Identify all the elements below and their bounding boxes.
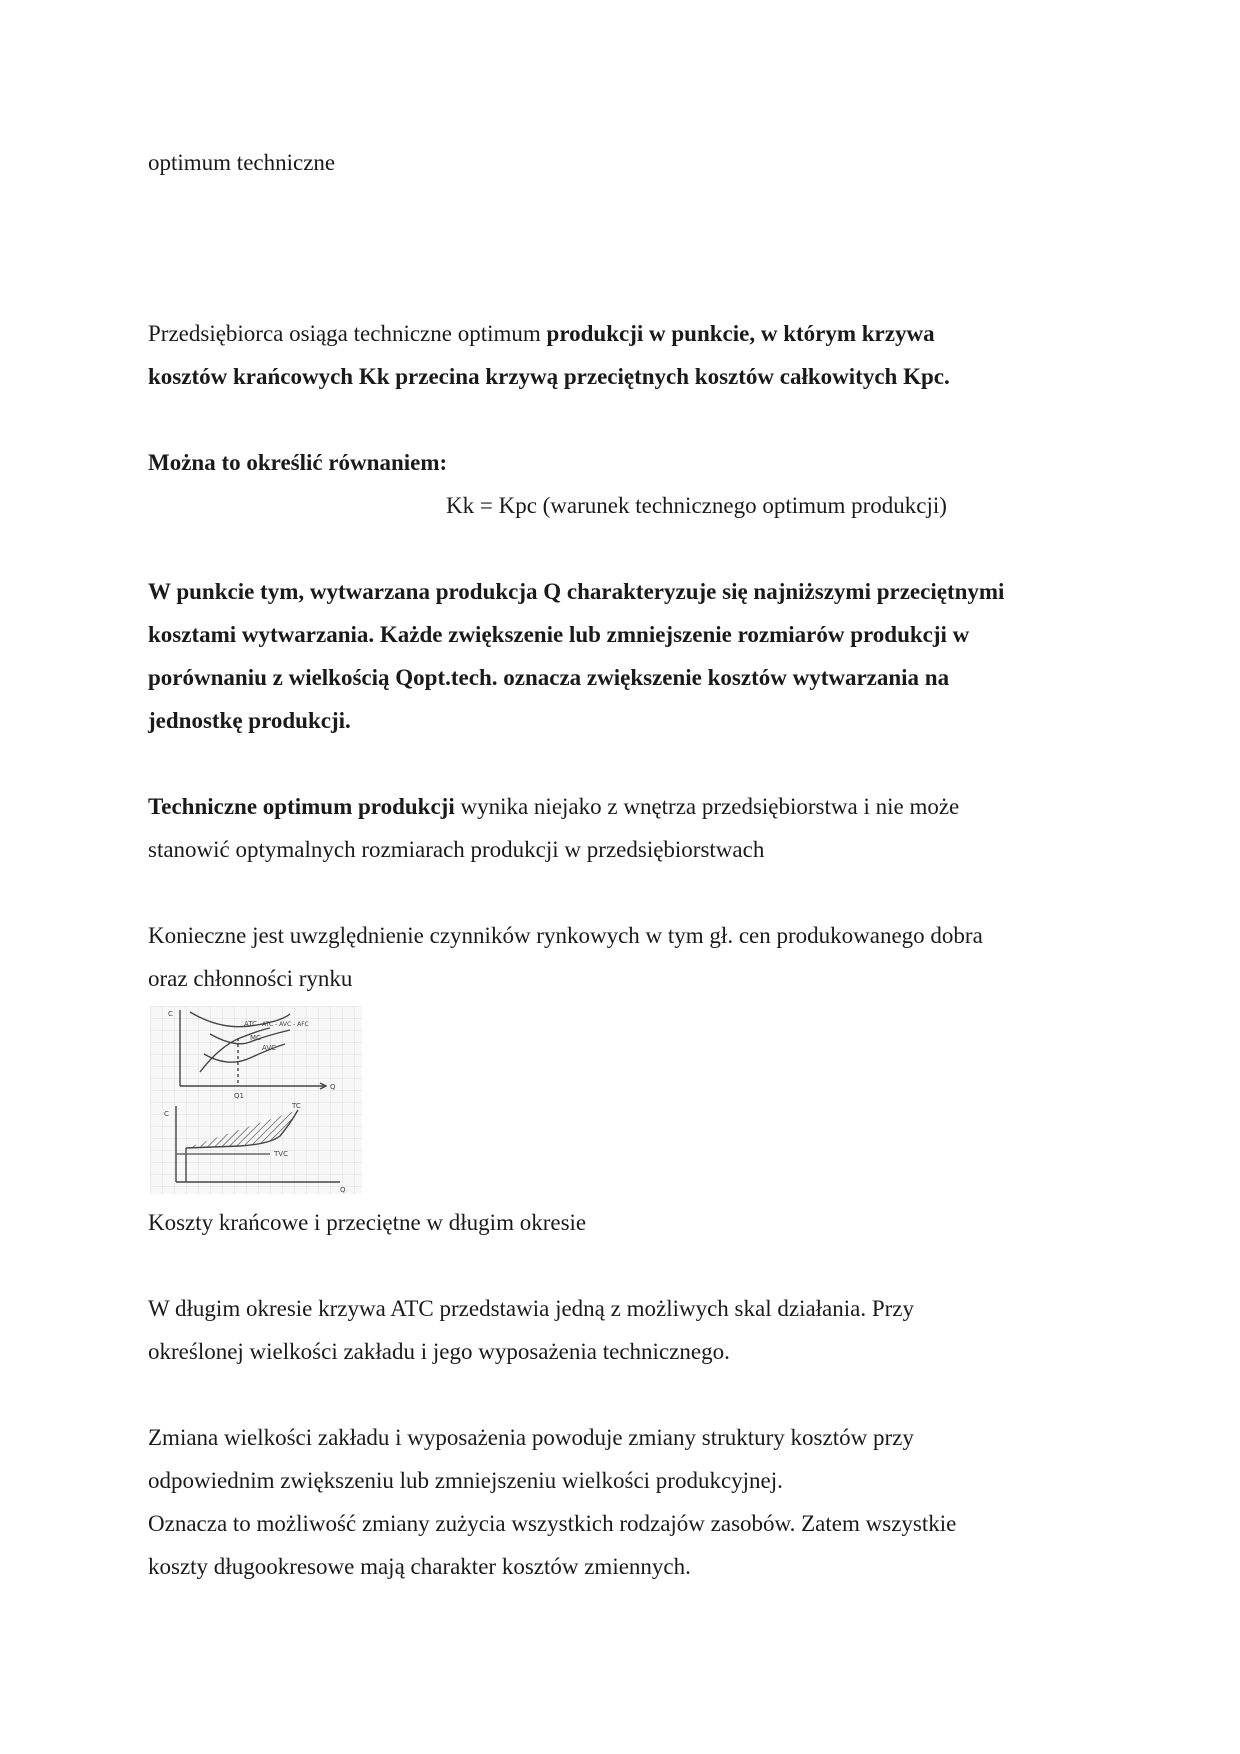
technical-optimum-line-2: stanowić optymalnych rozmiarach produkcji w przedsiębiorstwach xyxy=(148,837,765,862)
plant-size-line-2: odpowiednim zwiększeniu lub zmniejszeniu wielkości produkcyjnej. xyxy=(148,1468,783,1493)
market-factors-line-2: oraz chłonności rynku xyxy=(148,966,353,991)
equation: Kk = Kpc (warunek technicznego optimum produkcji) xyxy=(446,493,947,518)
paragraph-equation-intro xyxy=(148,441,447,484)
long-run-atc-line-2: określonej wielkości zakładu i jego wyposażenia technicznego. xyxy=(148,1339,730,1364)
plant-size-line-3: Oznacza to możliwość zmiany zużycia wszystkich rodzajów zasobów. Zatem wszystkie xyxy=(148,1511,957,1536)
q1-label: Q1 xyxy=(234,1092,244,1100)
bottom-c-label: C xyxy=(164,1110,169,1118)
lowest-costs-line-4: jednostkę produkcji. xyxy=(148,708,351,733)
technical-optimum-rest: wynika niejako z wnętrza przedsiębiorstwa i nie może xyxy=(454,794,960,819)
atc-avc-afc-label: ATC - AVC - AFC xyxy=(262,1021,309,1028)
top-q-label: Q xyxy=(330,1083,336,1091)
equation-intro: Można to określić równaniem: xyxy=(148,450,448,475)
tc-label: TC xyxy=(292,1102,301,1110)
lowest-costs-line-2: kosztami wytwarzania. Każde zwiększenie lub zmniejszenie rozmiarów produkcji w xyxy=(148,622,970,647)
technical-optimum-bold: Techniczne optimum produkcji xyxy=(148,794,455,819)
market-factors-line-1: Konieczne jest uwzględnienie czynników rynkowych w tym gł. cen produkowanego dobra xyxy=(148,923,983,948)
paragraph-plant-size-change xyxy=(148,1416,956,1588)
paragraph-lowest-costs xyxy=(148,570,1004,742)
lowest-costs-line-1: W punkcie tym, wytwarzana produkcja Q charakteryzuje się najniższymi przeciętnymi xyxy=(148,579,1005,604)
paragraph-technical-optimum xyxy=(148,785,959,871)
bottom-q-label: Q xyxy=(340,1186,346,1194)
avc-label: AVC xyxy=(262,1044,277,1052)
top-c-label: C xyxy=(168,1010,173,1018)
paragraph-optimum-definition xyxy=(148,312,950,398)
sketch-caption: Koszty krańcowe i przeciętne w długim okresie xyxy=(148,1210,587,1235)
document-title: optimum techniczne xyxy=(148,150,336,175)
paragraph-market-factors xyxy=(148,914,983,1000)
definition-line-2: kosztów krańcowych Kk przecina krzywą przeciętnych kosztów całkowitych Kpc. xyxy=(148,364,950,389)
lowest-costs-line-3: porównaniu z wielkością Qopt.tech. oznacza zwiększenie kosztów wytwarzania na xyxy=(148,665,950,690)
definition-text-bold: produkcji w punkcie, w którym krzywa xyxy=(546,321,935,346)
paragraph-long-run-atc xyxy=(148,1287,914,1373)
plant-size-line-4: koszty długookresowe mają charakter kosztów zmiennych. xyxy=(148,1554,691,1579)
definition-text-normal: Przedsiębiorca osiąga techniczne optimum xyxy=(148,321,547,346)
atc-label: ATC xyxy=(244,1020,257,1028)
technical-optimum-line-1 xyxy=(148,785,959,828)
definition-line-1 xyxy=(148,312,950,355)
mc-label: MC xyxy=(250,1034,261,1042)
tvc-label: TVC xyxy=(274,1150,288,1158)
plant-size-line-1: Zmiana wielkości zakładu i wyposażenia powoduje zmiany struktury kosztów przy xyxy=(148,1425,914,1450)
cost-curves-sketch xyxy=(150,1006,362,1194)
long-run-atc-line-1: W długim okresie krzywa ATC przedstawia jedną z możliwych skal działania. Przy xyxy=(148,1296,915,1321)
